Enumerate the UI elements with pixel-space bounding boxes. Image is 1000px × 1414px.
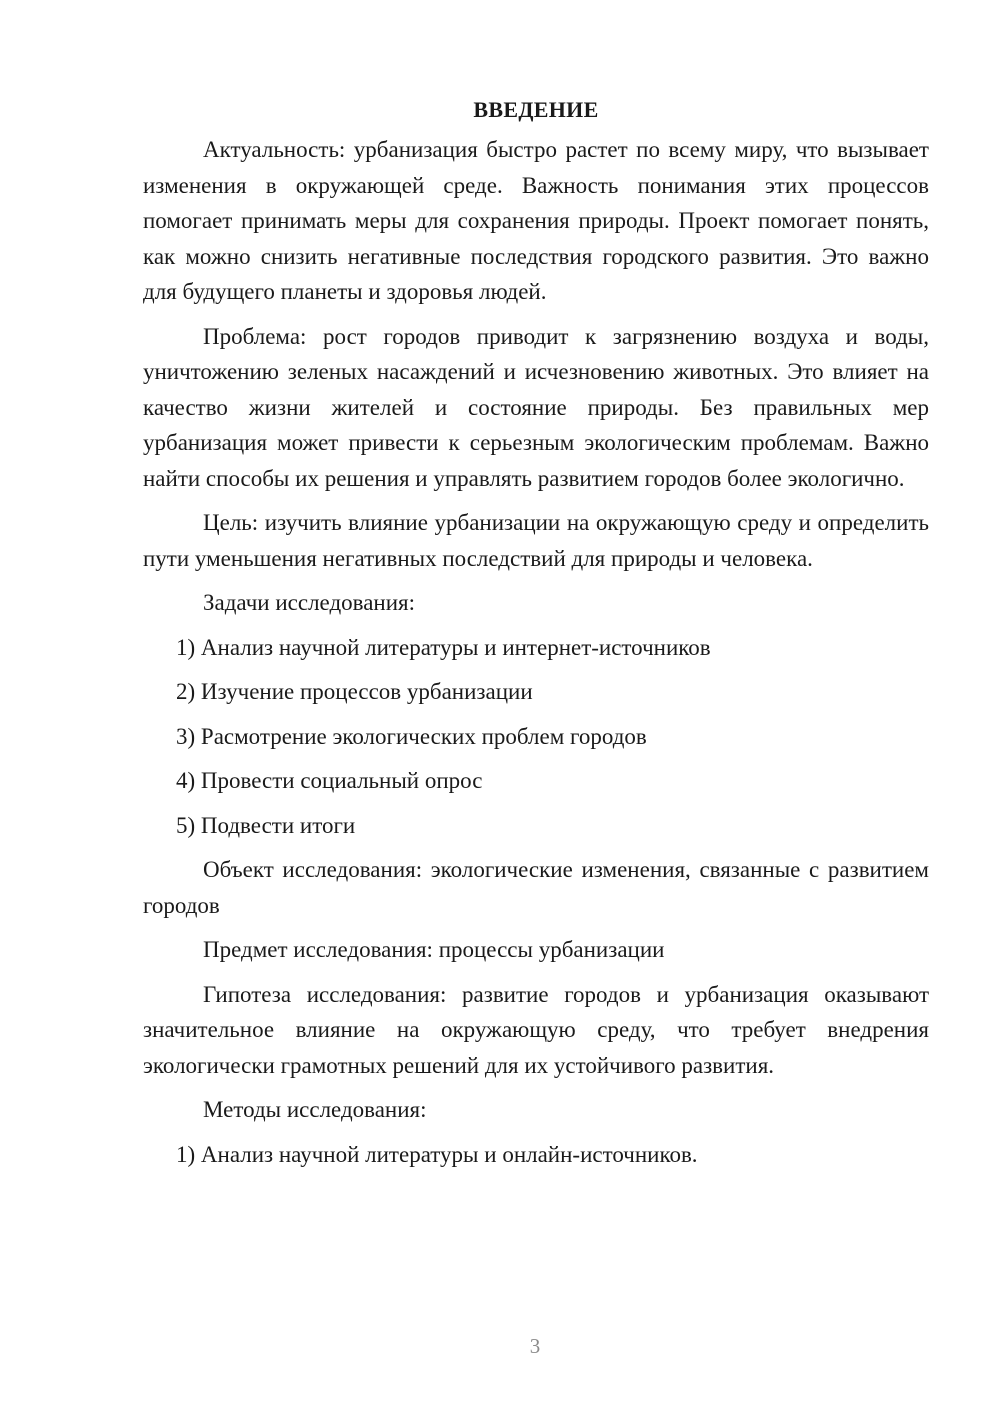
task-item: 1) Анализ научной литературы и интернет-источников [176, 634, 711, 660]
hypothesis-paragraph: Гипотеза исследования: развитие городов и урбанизация оказывают значительное влияние на окружающую среду, что требует внедрения экологически грамотных решений для их устойчивого развития. [143, 981, 929, 1078]
tasks-heading: Задачи исследования: [203, 590, 416, 615]
goal-paragraph: Цель: изучить влияние урбанизации на окружающую среду и определить пути уменьшения негативных последствий для природы и человека. [143, 510, 929, 571]
relevance-paragraph: Актуальность: урбанизация быстро растет по всему миру, что вызывает изменения в окружающей среде. Важность понимания этих процессов помогает принимать меры для сохранения природы. Проект помогает понять, как можно снизить негативные последствия городского развития. Это важно для будущего планеты и здоровья людей. [143, 137, 929, 304]
subject-paragraph: Предмет исследования: процессы урбанизации [203, 937, 665, 962]
page-number: 3 [529, 1334, 541, 1358]
page-content [143, 92, 929, 1181]
method-item: 1) Анализ научной литературы и онлайн-источников. [176, 1141, 698, 1167]
object-paragraph: Объект исследования: экологические изменения, связанные с развитием городов [143, 857, 929, 918]
task-item: 5) Подвести итоги [176, 812, 356, 838]
methods-heading: Методы исследования: [203, 1097, 427, 1122]
task-item: 4) Провести социальный опрос [176, 768, 483, 793]
section-title: ВВЕДЕНИЕ [473, 97, 599, 122]
task-item: 3) Расмотрение экологических проблем городов [176, 723, 647, 749]
task-item: 2) Изучение процессов урбанизации [176, 679, 533, 704]
problem-paragraph: Проблема: рост городов приводит к загрязнению воздуха и воды, уничтожению зеленых насаждений и исчезновению животных. Это влияет на качество жизни жителей и состояние природы. Без правильных мер урбанизация может привести к серьезным экологическим проблемам. Важно найти способы их решения и управлять развитием городов более экологично. [143, 323, 929, 491]
